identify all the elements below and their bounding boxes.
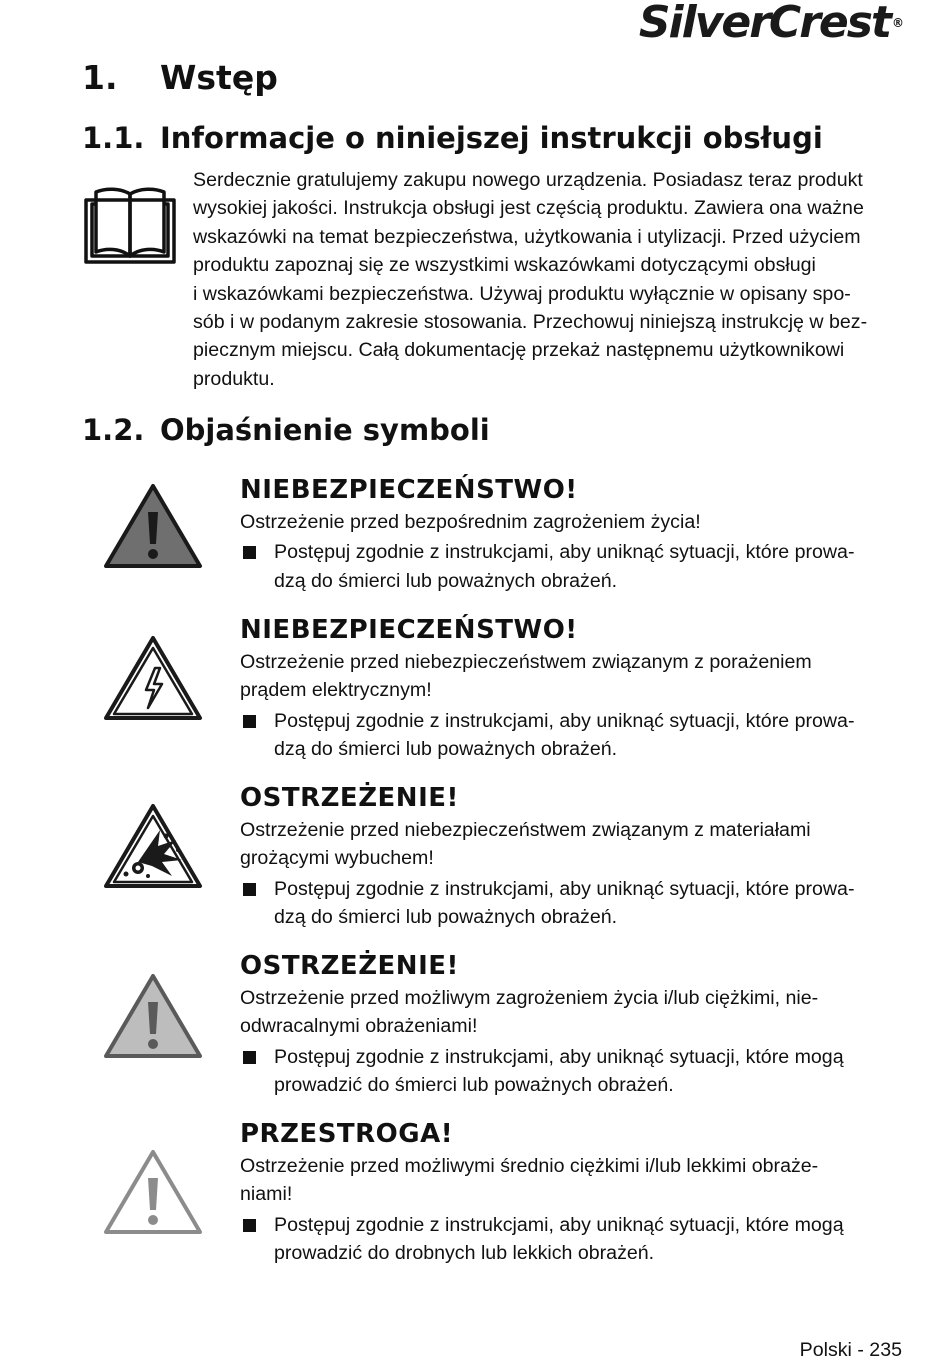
- symbol-title: PRZESTROGA!: [240, 1119, 454, 1149]
- symbol-title: NIEBEZPIECZEŃSTWO!: [240, 475, 578, 505]
- symbol-description: Ostrzeżenie przed możliwym zagrożeniem życia i/lub ciężkimi, nie- odwracalnymi obrażeniami!: [240, 987, 819, 1038]
- symbol-entry-danger: [240, 472, 900, 595]
- section-1-1-heading: 1.1. Informacje o niniejszej instrukcji obsługi: [82, 121, 823, 155]
- symbol-description: Ostrzeżenie przed niebezpieczeństwem związanym z materiałami grożącymi wybuchem!: [240, 819, 811, 870]
- symbol-description: Ostrzeżenie przed bezpośrednim zagrożeniem życia!: [240, 511, 701, 533]
- symbol-bullet: Postępuj zgodnie z instrukcjami, aby uniknąć sytuacji, które prowa- dzą do śmierci lub poważnych obrażeń.: [240, 875, 900, 932]
- symbol-bullet: Postępuj zgodnie z instrukcjami, aby uniknąć sytuacji, które prowa- dzą do śmierci lub poważnych obrażeń.: [240, 538, 900, 595]
- bullet-square-icon: [243, 1219, 256, 1232]
- symbol-title: NIEBEZPIECZEŃSTWO!: [240, 615, 578, 645]
- symbol-bullet: Postępuj zgodnie z instrukcjami, aby uniknąć sytuacji, które mogą prowadzić do śmierci lub poważnych obrażeń.: [240, 1043, 900, 1100]
- bullet-square-icon: [243, 883, 256, 896]
- symbol-entry-electric: [240, 612, 900, 764]
- manual-book-icon: [84, 186, 176, 264]
- page-number: Polski - 235: [799, 1339, 902, 1361]
- brand-logo: SilverCrest ®: [638, 0, 904, 48]
- section-1-2-heading: 1.2. Objaśnienie symboli: [82, 413, 490, 447]
- section-1-heading: 1. Wstęp: [82, 58, 278, 97]
- symbol-entry-explosive: [240, 780, 900, 932]
- symbol-title: OSTRZEŻENIE!: [240, 951, 459, 981]
- symbol-bullet: Postępuj zgodnie z instrukcjami, aby uniknąć sytuacji, które mogą prowadzić do drobnych lub lekkich obrażeń.: [240, 1211, 900, 1268]
- explosive-warning-icon: [102, 802, 204, 890]
- symbol-description: Ostrzeżenie przed niebezpieczeństwem związanym z porażeniem prądem elektrycznym!: [240, 651, 812, 702]
- caution-exclamation-light-icon: [102, 1148, 204, 1236]
- symbol-bullet: Postępuj zgodnie z instrukcjami, aby uniknąć sytuacji, które prowa- dzą do śmierci lub poważnych obrażeń.: [240, 707, 900, 764]
- bullet-square-icon: [243, 715, 256, 728]
- symbol-description: Ostrzeżenie przed możliwymi średnio ciężkimi i/lub lekkimi obraże- niami!: [240, 1155, 819, 1206]
- intro-paragraph: Serdecznie gratulujemy zakupu nowego urządzenia. Posiadasz teraz produkt wysokiej jakości. Instrukcja obsługi jest częścią produktu. Zawiera ona ważne wskazówki na temat bezpieczeństwa, użytkowania i utylizacji. Przed użyciem produktu zapoznaj się ze wszystkimi wskazówkami dotyczącymi obsługi i wskazówkami bezpieczeństwa. Używaj produktu wyłącznie w opisany spo- sób i w podanym zakresie stosowania. Przechowuj niniejszą instrukcję w bez- piecznym miejscu. Całą dokumentację przekaż następnemu użytkownikowi produktu.: [193, 169, 868, 390]
- danger-exclamation-dark-icon: [102, 482, 204, 570]
- symbol-entry-warning: [240, 948, 900, 1100]
- warning-exclamation-medium-icon: [102, 972, 204, 1060]
- symbol-title: OSTRZEŻENIE!: [240, 783, 459, 813]
- electric-shock-warning-icon: [102, 634, 204, 722]
- bullet-square-icon: [243, 1051, 256, 1064]
- bullet-square-icon: [243, 546, 256, 559]
- symbol-entry-caution: [240, 1116, 900, 1268]
